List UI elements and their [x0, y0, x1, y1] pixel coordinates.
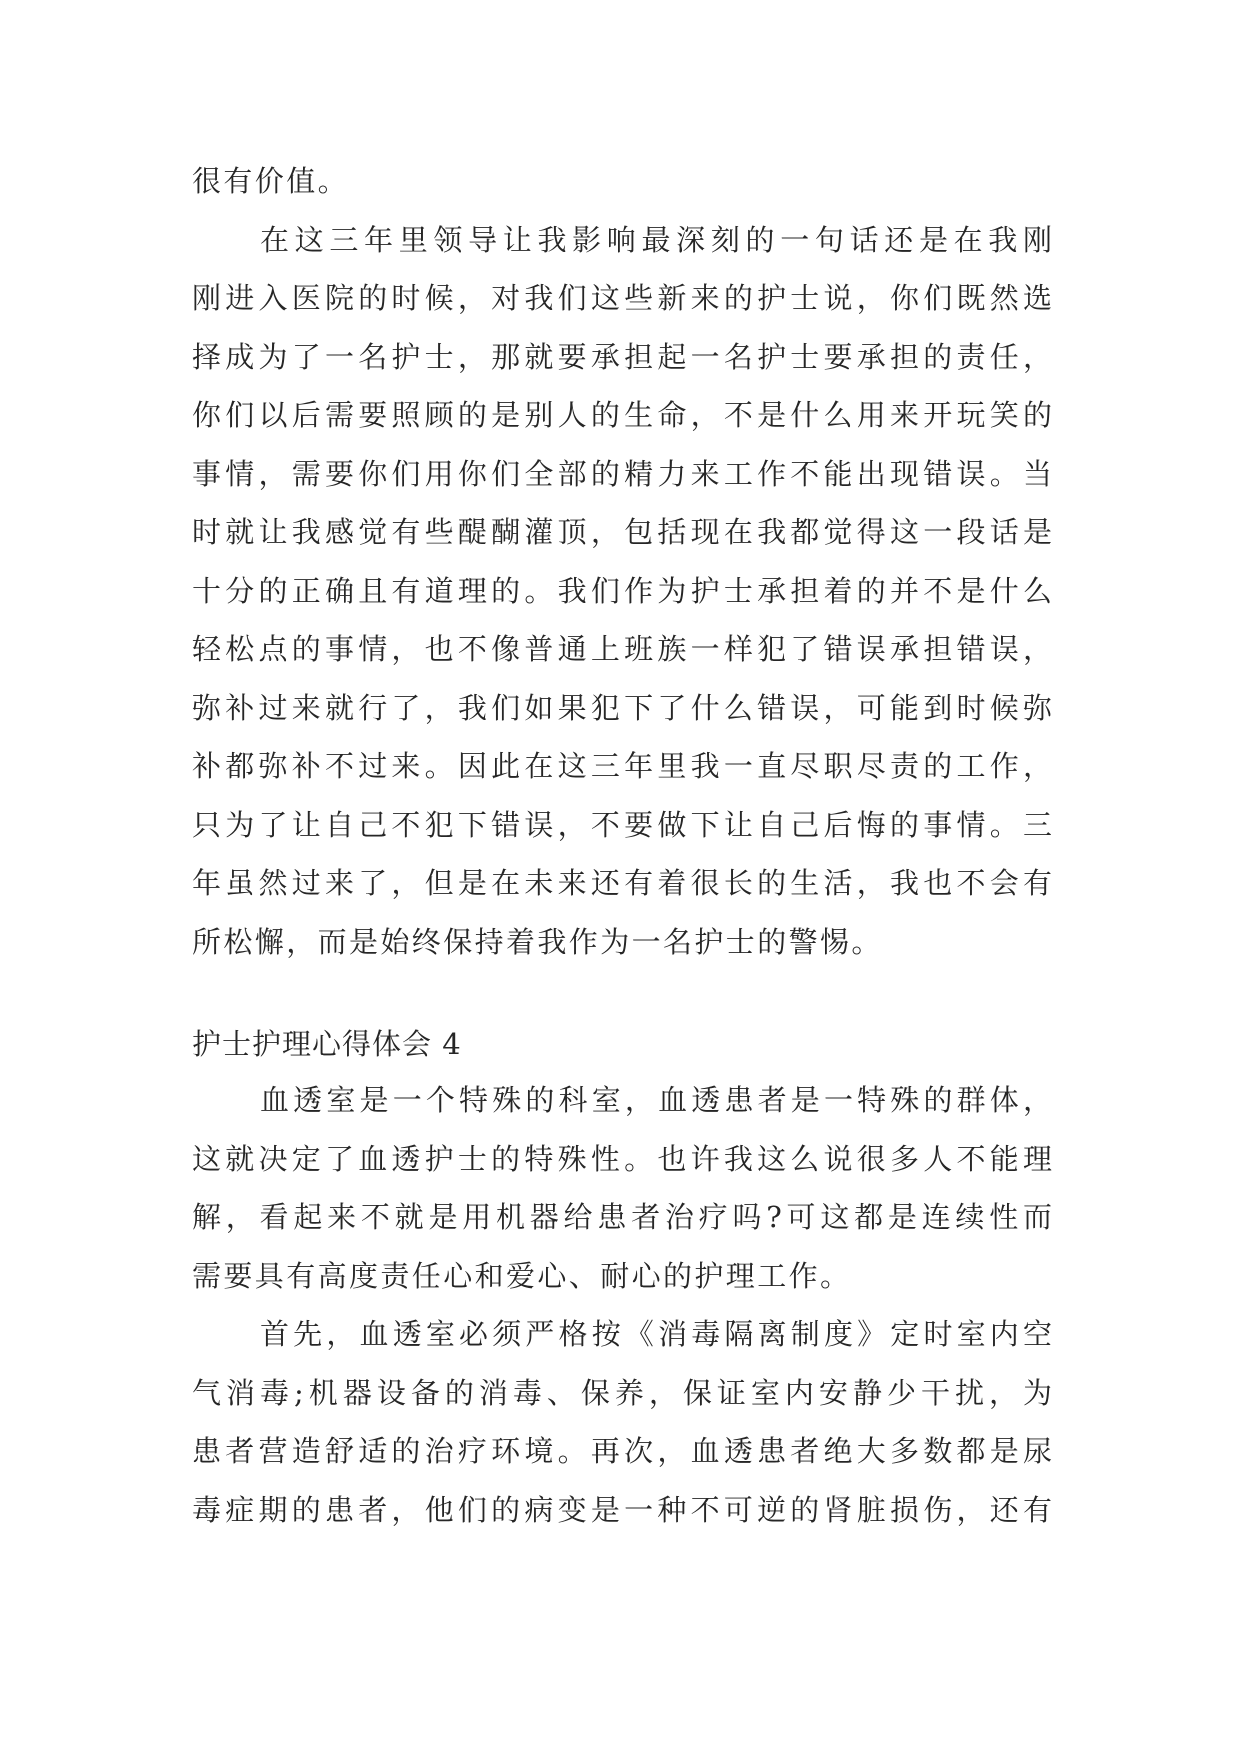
text-line: 事情，需要你们用你们全部的精力来工作不能出现错误。当: [192, 456, 1052, 491]
text-line: 择成为了一名护士，那就要承担起一名护士要承担的责任，: [192, 339, 1052, 374]
section-heading: 护士护理心得体会 4: [192, 1027, 462, 1061]
paragraph-2: [192, 1071, 1052, 1305]
text-line: 气消毒;机器设备的消毒、保养，保证室内安静少干扰，为: [192, 1375, 1052, 1410]
text-line: 毒症期的患者，他们的病变是一种不可逆的肾脏损伤，还有: [192, 1492, 1052, 1527]
text-line: 弥补过来就行了，我们如果犯下了什么错误，可能到时候弥: [192, 690, 1052, 725]
text-line: 在这三年里领导让我影响最深刻的一句话还是在我刚: [260, 222, 1052, 257]
section-gap: [192, 971, 1052, 1017]
text-line: 血透室是一个特殊的科室，血透患者是一特殊的群体，: [260, 1083, 1052, 1117]
text-line: 很有价值。: [192, 164, 350, 198]
text-line: 刚进入医院的时候，对我们这些新来的护士说，你们既然选: [192, 281, 1052, 315]
text-line: 你们以后需要照顾的是别人的生命，不是什么用来开玩笑的: [192, 398, 1052, 432]
text-line: 解，看起来不就是用机器给患者治疗吗?可这都是连续性而: [192, 1200, 1052, 1234]
text-line: 首先，血透室必须严格按《消毒隔离制度》定时室内空: [260, 1317, 1052, 1351]
text-line: 患者营造舒适的治疗环境。再次，血透患者绝大多数都是尿: [192, 1434, 1052, 1468]
text-line: 需要具有高度责任心和爱心、耐心的护理工作。: [192, 1258, 852, 1293]
text-line: 十分的正确且有道理的。我们作为护士承担着的并不是什么: [192, 573, 1052, 608]
paragraph-3: [192, 1305, 1052, 1539]
text-line: 补都弥补不过来。因此在这三年里我一直尽职尽责的工作，: [192, 749, 1052, 783]
text-line: 所松懈，而是始终保持着我作为一名护士的警惕。: [192, 924, 883, 959]
text-line: 轻松点的事情，也不像普通上班族一样犯了错误承担错误，: [192, 632, 1052, 666]
text-line: 这就决定了血透护士的特殊性。也许我这么说很多人不能理: [192, 1141, 1052, 1176]
text-line: 时就让我感觉有些醍醐灌顶，包括现在我都觉得这一段话是: [192, 515, 1052, 549]
text-line: 年虽然过来了，但是在未来还有着很长的生活，我也不会有: [192, 866, 1052, 900]
paragraph-1: [192, 211, 1052, 972]
text-line: 只为了让自己不犯下错误，不要做下让自己后悔的事情。三: [192, 807, 1052, 842]
document-body: [192, 152, 1052, 1539]
